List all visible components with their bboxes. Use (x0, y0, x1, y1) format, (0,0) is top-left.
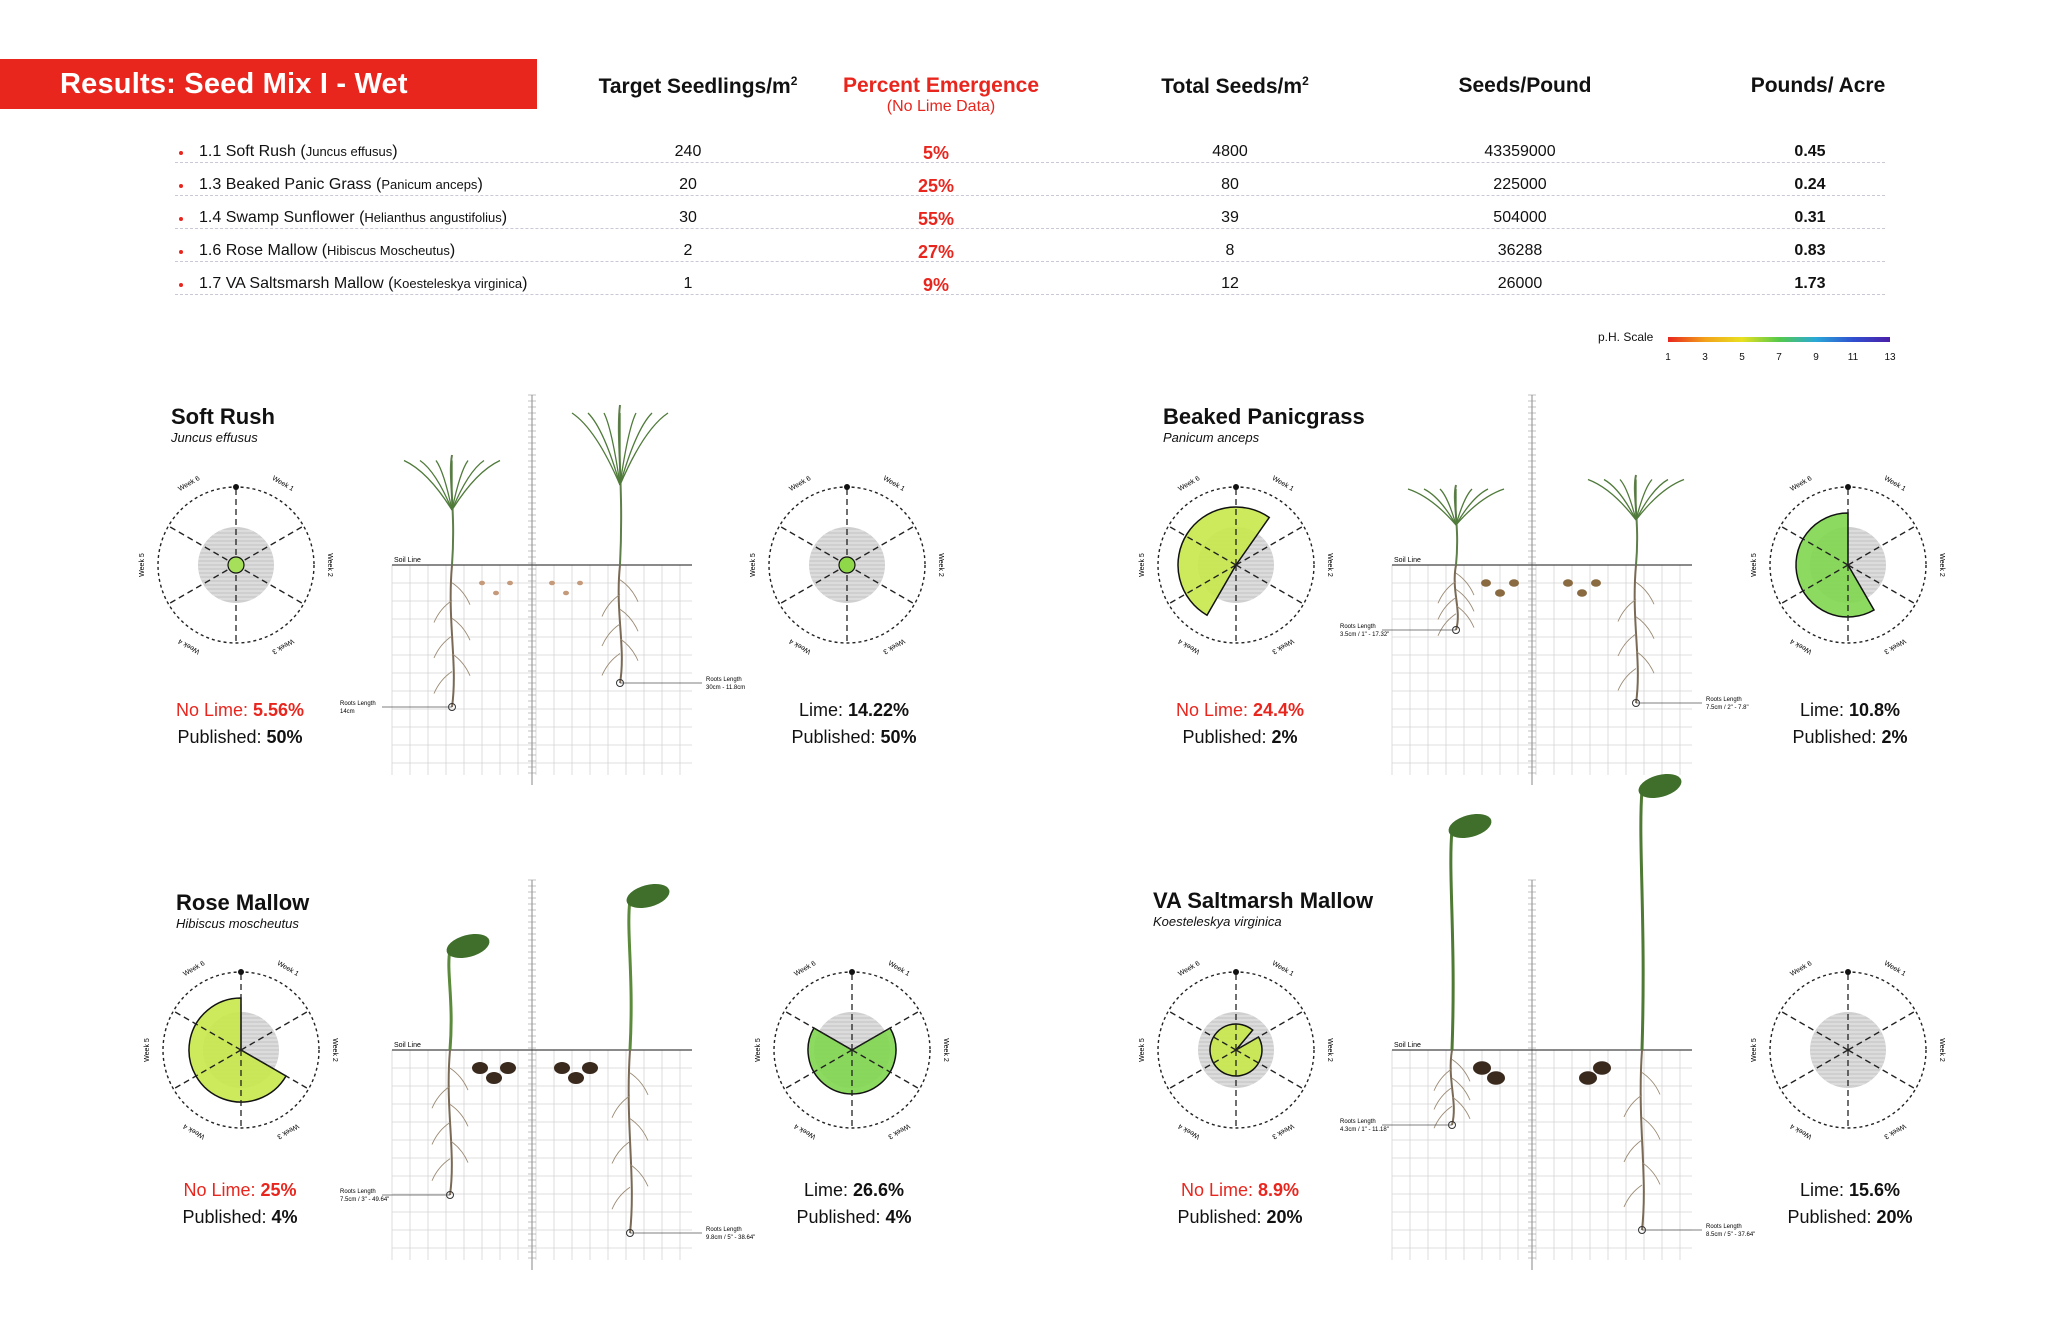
target-value: 2 (683, 242, 693, 259)
week-label: Week 1 (1270, 960, 1295, 978)
roots-length-label: Roots Length (340, 1189, 376, 1195)
week-label: Week 1 (1882, 475, 1907, 493)
root-grid (340, 395, 745, 785)
radial-chart-no-lime (144, 960, 338, 1140)
roots-length-value: 14cm (340, 709, 355, 715)
rootlet (1434, 1088, 1452, 1110)
radial-chart-no-lime (1139, 475, 1333, 655)
week-label: Week 1 (1270, 475, 1295, 493)
no-lime-stats (1177, 1177, 1302, 1231)
rootlet (1624, 1140, 1642, 1162)
rootlet (450, 1104, 468, 1126)
lime-label: Lime: 26.6% (803, 1180, 905, 1200)
week-label: Week 6 (1789, 475, 1814, 493)
seed (493, 591, 499, 596)
start-dot (1233, 484, 1239, 490)
lime-stats (791, 697, 916, 751)
species-name: 1.7 VA Saltsmarsh Mallow (Koesteleskya virginica) (199, 275, 528, 292)
roots-length-label: Roots Length (340, 701, 376, 707)
week-label: Week 4 (182, 1122, 207, 1140)
week-label: Week 4 (1177, 1122, 1202, 1140)
rootlet (602, 595, 620, 617)
week-label: Week 2 (1326, 1038, 1333, 1062)
plant-no-lime (340, 455, 513, 715)
no-lime-label: No Lime: 25% (183, 1180, 297, 1200)
published-right: Published: 2% (1792, 727, 1908, 747)
week-label: Week 5 (750, 553, 757, 577)
rootlet (602, 624, 620, 646)
roots-length-label: Roots Length (1706, 1224, 1742, 1230)
rootlet (1434, 1069, 1452, 1091)
total-value: 39 (1221, 209, 1239, 226)
ph-tick-label: 1 (1665, 352, 1671, 363)
no-lime-stats (1176, 697, 1304, 751)
week-label: Week 1 (275, 960, 300, 978)
soil-line-label: Soil Line (394, 1042, 421, 1049)
seeds-pound-value: 26000 (1497, 275, 1543, 292)
week-label: Week 3 (1270, 637, 1295, 655)
leaf (624, 880, 672, 913)
week-label: Week 4 (1177, 637, 1202, 655)
species-title: Rose Mallow (176, 890, 310, 915)
root (1455, 565, 1458, 630)
week-label: Week 2 (331, 1038, 338, 1062)
roots-length-value: 4.3cm / 1" - 11.18" (1340, 1127, 1389, 1133)
week-label: Week 5 (755, 1038, 762, 1062)
week-label: Week 5 (144, 1038, 151, 1062)
seed (549, 581, 555, 586)
ph-tick-label: 7 (1776, 352, 1782, 363)
ph-tick-label: 13 (1884, 352, 1896, 363)
root (449, 1050, 452, 1195)
rootlet (602, 654, 620, 676)
blade (1456, 489, 1472, 525)
total-value: 80 (1221, 176, 1239, 193)
rootlet (620, 609, 638, 631)
species-scientific-name: Koesteleskya virginica (1153, 914, 1282, 929)
roots-length-value: 3.5cm / 1" - 17.32" (1340, 632, 1390, 638)
root-grid (1340, 770, 1755, 1270)
lime-label: Lime: 14.22% (798, 700, 910, 720)
soil-line-label: Soil Line (1394, 1042, 1421, 1049)
seed (577, 581, 583, 586)
rootlet (630, 1164, 648, 1186)
seed (568, 1072, 584, 1084)
target-value: 1 (683, 275, 693, 292)
lime-label: Lime: 15.6% (1799, 1180, 1901, 1200)
shoot (449, 950, 451, 1050)
col-pounds-acre-header: Pounds/ Acre (1750, 74, 1886, 97)
seed (1563, 579, 1573, 587)
seeds-pound-value: 43359000 (1484, 143, 1556, 160)
published-right: Published: 20% (1787, 1207, 1913, 1227)
lime-stats (796, 1177, 911, 1231)
col-target-header: Target Seedlings/$m^2$ (598, 74, 798, 98)
published-left: Published: 20% (1177, 1207, 1303, 1227)
page-title: Results: Seed Mix I - Wet Specialists (0, 59, 537, 109)
rootlet (432, 1123, 450, 1145)
seed (582, 1062, 598, 1074)
published-left: Published: 2% (1182, 727, 1298, 747)
roots-length-label: Roots Length (706, 1227, 742, 1233)
target-value: 240 (674, 143, 702, 160)
plant-lime (1563, 475, 1749, 711)
species-title: Soft Rush (171, 404, 275, 429)
emergence-value: 9% (922, 275, 950, 295)
radial-chart-no-lime (1139, 960, 1333, 1140)
week-label: Week 5 (1139, 553, 1146, 577)
week-label: Week 2 (326, 553, 333, 577)
total-value: 8 (1225, 242, 1235, 259)
ph-tick-label: 3 (1702, 352, 1708, 363)
lime-stats (1792, 697, 1907, 751)
ph-scale-label: p.H. Scale (1598, 330, 1654, 344)
pounds-acre-value: 0.45 (1794, 143, 1826, 160)
week-label: Week 6 (177, 475, 202, 493)
roots-length-label: Roots Length (1706, 697, 1742, 703)
root-grid (1340, 395, 1749, 785)
blade (436, 461, 452, 511)
published-left: Published: 4% (182, 1207, 298, 1227)
root (1635, 565, 1638, 703)
week-label: Week 3 (881, 637, 906, 655)
blade (452, 461, 468, 511)
target-value: 20 (679, 176, 697, 193)
week-label: Week 3 (1882, 1122, 1907, 1140)
blade (620, 413, 636, 485)
seed (507, 581, 513, 586)
rootlet (1636, 617, 1654, 639)
week-label: Week 1 (881, 475, 906, 493)
col-emergence-header: Percent Emergence (No Lime Data) (842, 74, 1040, 115)
seed (1509, 579, 1519, 587)
no-lime-stats (182, 1177, 297, 1231)
seed (1577, 589, 1587, 597)
rootlet (630, 1073, 648, 1095)
shoot (629, 900, 631, 1050)
rootlet (434, 672, 452, 694)
root (451, 565, 454, 707)
week-label: Week 6 (182, 960, 207, 978)
col-seeds-pound-header: Seeds/Pound (1458, 74, 1592, 97)
plant-lime (549, 405, 745, 691)
seed (1487, 1071, 1505, 1085)
species-title: VA Saltmarsh Mallow (1153, 888, 1374, 913)
leaf (444, 930, 492, 963)
ph-tick-label: 9 (1813, 352, 1819, 363)
no-lime-label: No Lime: 24.4% (1175, 700, 1305, 720)
seeds-pound-value: 225000 (1493, 176, 1547, 193)
pounds-acre-value: 1.73 (1794, 275, 1826, 292)
target-value: 30 (679, 209, 697, 226)
species-title: Beaked Panicgrass (1163, 404, 1365, 429)
rootlet (1642, 1163, 1660, 1185)
rootlet (1624, 1185, 1642, 1207)
week-label: Week 1 (270, 475, 295, 493)
leaf (1636, 770, 1684, 803)
week-label: Week 6 (1177, 475, 1202, 493)
no-lime-label: No Lime: 8.9% (1180, 1180, 1300, 1200)
week-label: Week 5 (1751, 1038, 1758, 1062)
week-label: Week 6 (1177, 960, 1202, 978)
emergence-value: 5% (922, 143, 950, 163)
week-label: Week 3 (275, 1122, 300, 1140)
week-label: Week 4 (1789, 1122, 1814, 1140)
blade (1440, 489, 1456, 525)
start-dot (844, 484, 850, 490)
no-lime-stats (176, 697, 304, 751)
roots-length-value: 7.5cm / 2" - 7.8" (1706, 705, 1749, 711)
pounds-acre-value: 0.24 (1794, 176, 1826, 193)
start-dot (1845, 484, 1851, 490)
pounds-acre-value: 0.83 (1794, 242, 1826, 259)
leaf (1446, 810, 1494, 843)
published-left: Published: 50% (177, 727, 303, 747)
week-label: Week 2 (937, 553, 944, 577)
species-scientific-name: Hibiscus moscheutus (176, 916, 299, 931)
week-label: Week 5 (139, 553, 146, 577)
soil-line-label: Soil Line (1394, 557, 1421, 564)
root (1451, 1050, 1454, 1125)
week-label: Week 4 (1789, 637, 1814, 655)
week-label: Week 4 (177, 637, 202, 655)
blade (604, 413, 620, 485)
root-grid (340, 880, 755, 1270)
week-label: Week 2 (942, 1038, 949, 1062)
seeds-pound-value: 504000 (1493, 209, 1547, 226)
week-label: Week 5 (1139, 1038, 1146, 1062)
rootlet (1642, 1118, 1660, 1140)
species-name: 1.3 Beaked Panic Grass (Panicum anceps) (199, 176, 483, 193)
species-name: 1.1 Soft Rush (Juncus effusus) (199, 143, 398, 160)
radial-chart-lime (755, 960, 949, 1140)
plant-lime (1579, 770, 1755, 1238)
plant-no-lime (1340, 810, 1505, 1133)
seed (1495, 589, 1505, 597)
root (629, 1050, 632, 1233)
week-label: Week 1 (886, 960, 911, 978)
seed (500, 1062, 516, 1074)
seed (486, 1072, 502, 1084)
week-label: Week 3 (1882, 637, 1907, 655)
start-dot (849, 969, 855, 975)
rootlet (612, 1187, 630, 1209)
roots-length-label: Roots Length (706, 677, 742, 683)
start-dot (233, 484, 239, 490)
week-label: Week 4 (793, 1122, 818, 1140)
rootlet (432, 1086, 450, 1108)
rootlet (452, 583, 470, 605)
week-label: Week 4 (788, 637, 813, 655)
emergence-value: 55% (917, 209, 955, 229)
week-label: Week 3 (1270, 1122, 1295, 1140)
week-label: Week 2 (1938, 553, 1945, 577)
ph-tick-label: 11 (1847, 352, 1859, 363)
start-dot (1845, 969, 1851, 975)
roots-length-value: 7.5cm / 3" - 49.64" (340, 1197, 390, 1203)
emergence-dot (228, 557, 244, 573)
lime-label: Lime: 10.8% (1799, 700, 1901, 720)
seed (1593, 1061, 1611, 1075)
roots-length-value: 30cm - 11.8cm (706, 685, 746, 691)
week-label: Week 3 (886, 1122, 911, 1140)
start-dot (238, 969, 244, 975)
total-value: 12 (1221, 275, 1239, 292)
emergence-value: 27% (917, 242, 955, 262)
plant-lime (554, 880, 755, 1241)
week-label: Week 1 (1882, 960, 1907, 978)
seed (563, 591, 569, 596)
roots-length-label: Roots Length (1340, 624, 1376, 630)
week-label: Week 2 (1938, 1038, 1945, 1062)
published-right: Published: 4% (796, 1207, 912, 1227)
radial-chart-lime (1751, 475, 1945, 655)
week-label: Week 6 (788, 475, 813, 493)
rootlet (432, 1159, 450, 1181)
week-label: Week 2 (1326, 553, 1333, 577)
rootlet (450, 1068, 468, 1090)
seed (1579, 1071, 1597, 1085)
plant-no-lime (1340, 485, 1519, 638)
emergence-dot (839, 557, 855, 573)
seeds-pound-value: 36288 (1497, 242, 1543, 259)
seed (472, 1062, 488, 1074)
week-label: Week 5 (1751, 553, 1758, 577)
blade (1636, 480, 1652, 521)
seed (554, 1062, 570, 1074)
published-right: Published: 50% (791, 727, 917, 747)
rootlet (612, 1096, 630, 1118)
pounds-acre-value: 0.31 (1794, 209, 1826, 226)
no-lime-label: No Lime: 5.56% (175, 700, 305, 720)
lime-stats (1787, 1177, 1912, 1231)
species-scientific-name: Panicum anceps (1163, 430, 1260, 445)
emergence-value: 25% (917, 176, 955, 196)
week-label: Week 6 (793, 960, 818, 978)
species-name: 1.6 Rose Mallow (Hibiscus Moscheutus) (199, 242, 456, 259)
roots-length-value: 8.5cm / 5" - 37.64" (1706, 1232, 1756, 1238)
roots-length-label: Roots Length (1340, 1119, 1376, 1125)
ph-tick-label: 5 (1739, 352, 1745, 363)
seed (479, 581, 485, 586)
shoot (1641, 790, 1643, 1050)
rootlet (1642, 1073, 1660, 1095)
week-label: Week 3 (270, 637, 295, 655)
roots-length-value: 9.8cm / 5" - 38.64" (706, 1235, 756, 1241)
seed (1591, 579, 1601, 587)
col-total-header: Total Seeds/$m^2$ (1161, 74, 1309, 98)
seed (1481, 579, 1491, 587)
species-name: 1.4 Swamp Sunflower (Helianthus angustifolius) (199, 209, 508, 226)
total-value: 4800 (1212, 143, 1248, 160)
week-label: Week 6 (1789, 960, 1814, 978)
rootlet (1624, 1095, 1642, 1117)
rootlet (1452, 1078, 1470, 1100)
radial-chart-lime (1751, 960, 1945, 1140)
blade (1620, 480, 1636, 521)
rootlet (1618, 600, 1636, 622)
rootlet (1452, 1059, 1470, 1081)
soil-line-label: Soil Line (394, 557, 421, 564)
start-dot (1233, 969, 1239, 975)
shoot (1451, 830, 1453, 1050)
seed (1473, 1061, 1491, 1075)
species-scientific-name: Juncus effusus (171, 430, 258, 445)
rootlet (612, 1142, 630, 1164)
rootlet (1618, 669, 1636, 691)
